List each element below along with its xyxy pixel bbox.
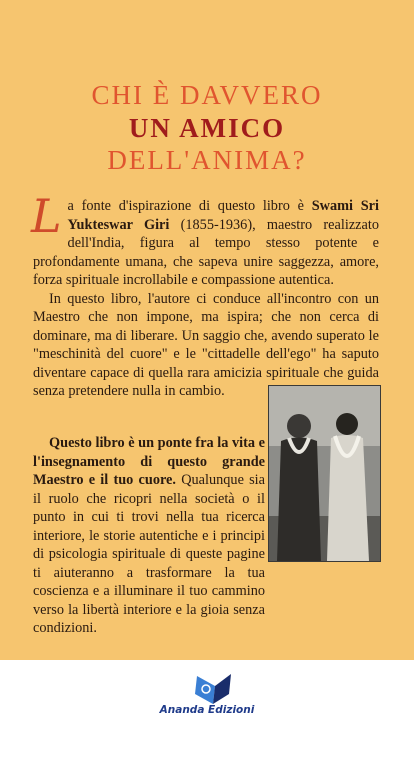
paragraph-2-text: In questo libro, l'autore ci conduce all'incontro con un Maestro che non impone, ma ispira; che non cerca di dominare, ma di liberare. Un saggio che, avendo superato le "meschinità del cuore" e le "cittadelle dell'ego" ha saputo diventare capace di quella rara amicizia spirituale che guida senza pretendere nulla in cambio.	[33, 290, 379, 399]
body-text	[31, 189, 380, 401]
publisher-logo-icon	[193, 672, 233, 706]
body-text-narrow	[33, 434, 265, 638]
photo-illustration	[269, 386, 380, 561]
title-line-3: DELL'ANIMA?	[107, 145, 307, 175]
drop-cap: L	[31, 189, 62, 243]
paragraph-3-rest: Qualunque sia il ruolo che ricopri nella società o il punto in cui ti trovi nella tua ricerca interiore, le storie autentiche e i principi di psicologia spirituale di queste pagine ti aiuteranno a trasformare la tua coscienza e a illuminare il tuo cammino verso la libertà interiore e la gioia senza condizioni.	[33, 472, 266, 636]
photo-masters	[268, 385, 381, 562]
title-line-1: CHI È DAVVERO	[91, 80, 323, 110]
paragraph-1-start: a fonte d'ispirazione di questo libro è	[67, 198, 312, 214]
paragraph-1-end: (1855-1936), maestro realizzato dell'India, figura al tempo stesso potente e profondamente umana, che sapeva unire saggezza, amore, forza spirituale incrollabile e compassione autentica.	[33, 216, 379, 288]
paragraph-3	[33, 434, 265, 638]
title-line-2: UN AMICO	[128, 113, 286, 143]
author-name: Swami Sri Yukteswar Giri	[67, 198, 380, 233]
paragraph-3-bold: Questo libro è un ponte fra la vita e l'insegnamento di questo grande Maestro e il tuo cuore.	[33, 435, 265, 488]
publisher-name: Ananda Edizioni	[159, 704, 255, 716]
paragraph-2	[33, 290, 379, 401]
